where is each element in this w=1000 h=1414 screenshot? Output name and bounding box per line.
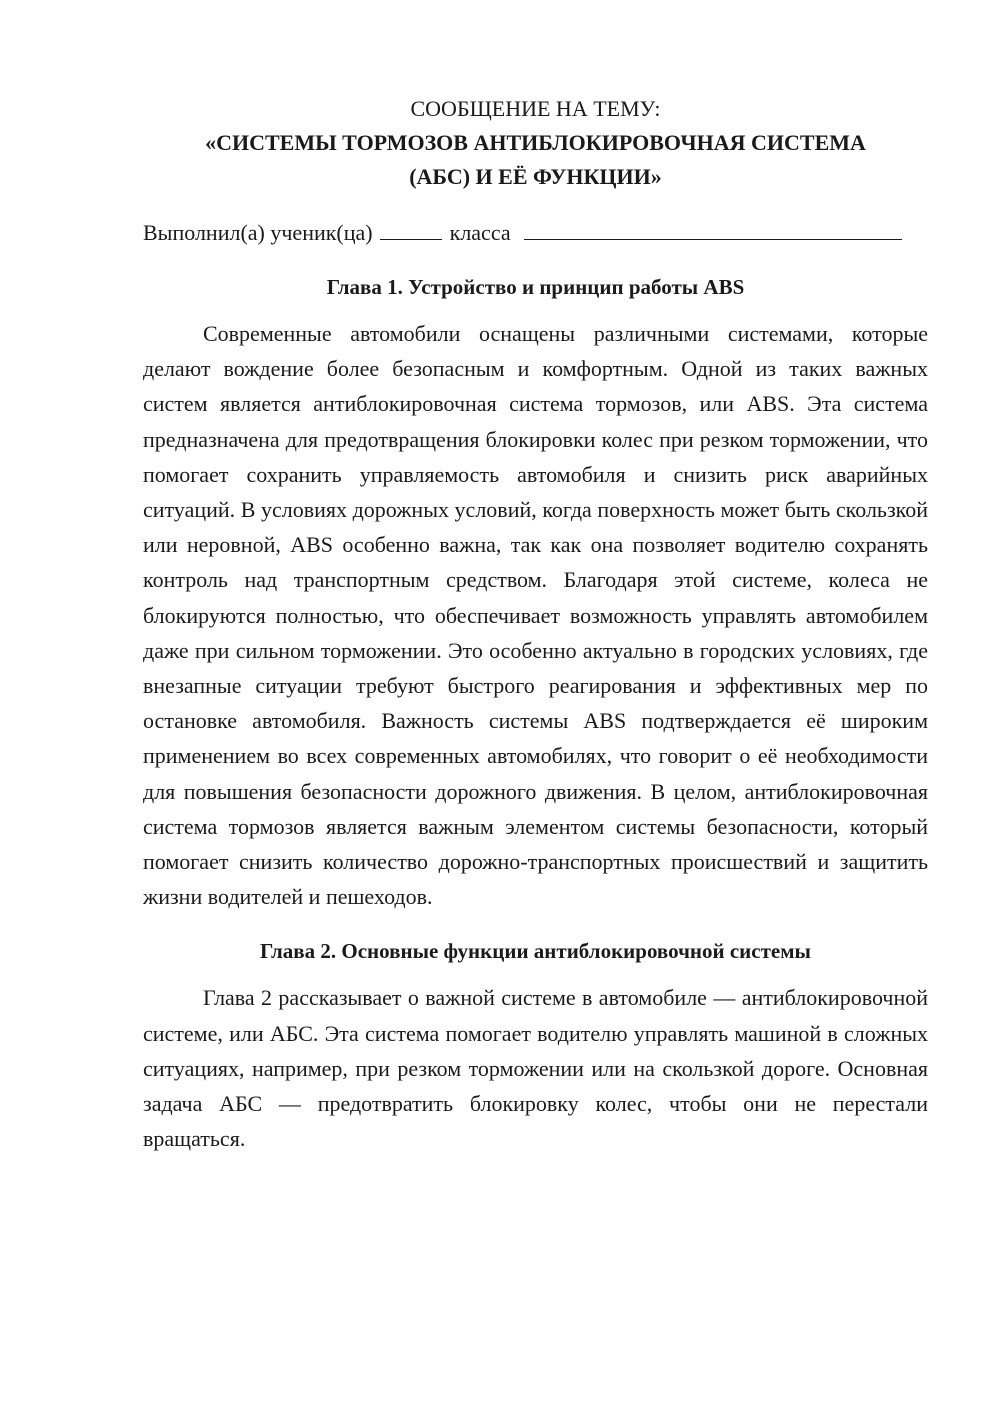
- document-page: [143, 92, 928, 1156]
- document-heading-subject: СООБЩЕНИЕ НА ТЕМУ:: [410, 96, 661, 121]
- signature-class-label: класса: [449, 220, 511, 245]
- name-blank: [524, 217, 902, 240]
- signature-prefix: Выполнил(а) ученик(ца): [143, 220, 373, 245]
- chapter1-title: Глава 1. Устройство и принцип работы ABS: [326, 275, 745, 299]
- grade-blank: [380, 217, 442, 240]
- chapter1-paragraph: Современные автомобили оснащены различными системами, которые делают вождение более безопасным и комфортным. Одной из таких важных систем является антиблокировочная система тормозов, или ABS. Эта система предназначена для предотвращения блокировки колес при резком торможении, что помогает сохранить управляемость автомобиля и снизить риск аварийных ситуаций. В условиях дорожных условий, когда поверхность может быть скользкой или неровной, ABS особенно важна, так как она позволяет водителю сохранять контроль над транспортным средством. Благодаря этой системе, колеса не блокируются полностью, что обеспечивает возможность управлять автомобилем даже при сильном торможении. Это особенно актуально в городских условиях, где внезапные ситуации требуют быстрого реагирования и эффективных мер по остановке автомобиля. Важность системы ABS подтверждается её широким применением во всех современных автомобилях, что говорит о её необходимости для повышения безопасности дорожного движения. В целом, антиблокировочная система тормозов является важным элементом системы безопасности, который помогает снизить количество дорожно-транспортных происшествий и защитить жизни водителей и пешеходов.: [143, 321, 928, 910]
- chapter2-title: Глава 2. Основные функции антиблокировочной системы: [260, 939, 811, 964]
- document-title-line2: (АБС) И ЕЁ ФУНКЦИИ»: [409, 164, 662, 189]
- document-title-line1: «СИСТЕМЫ ТОРМОЗОВ АНТИБЛОКИРОВОЧНАЯ СИСТЕМА: [205, 130, 866, 155]
- chapter2-paragraph: Глава 2 рассказывает о важной системе в автомобиле — антиблокировочной системе, или АБС. Эта система помогает водителю управлять машиной в сложных ситуациях, например, при резком торможении или на скользкой дороге. Основная задача АБС — предотвратить блокировку колес, чтобы они не перестали вращаться.: [143, 985, 928, 1152]
- author-signature-line: [143, 216, 928, 250]
